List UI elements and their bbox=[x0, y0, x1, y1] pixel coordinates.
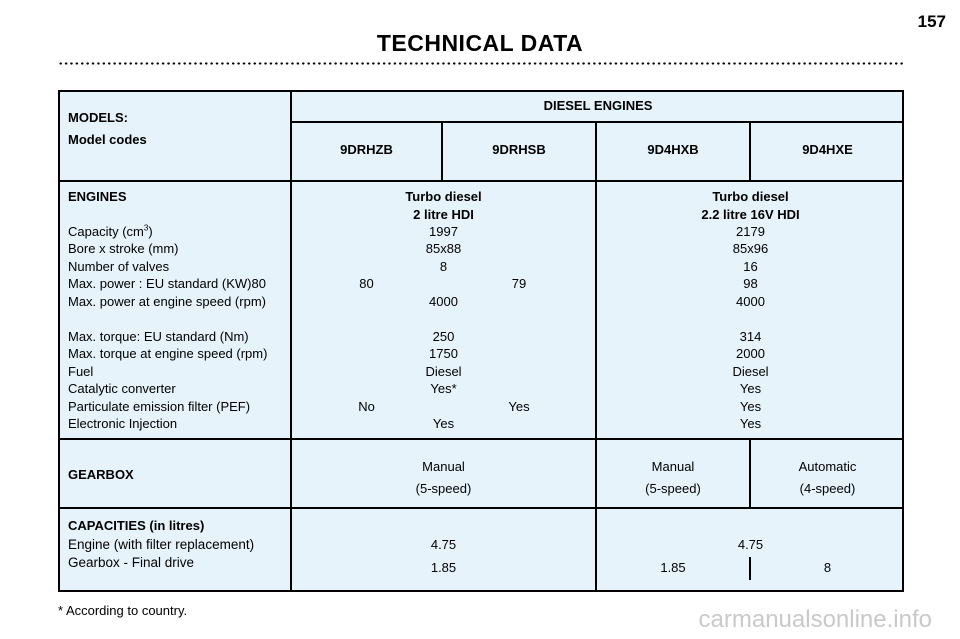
bore-stroke-value-2: 85x96 bbox=[732, 241, 769, 256]
gearbox-rule bbox=[60, 507, 904, 509]
gearbox-label: GEARBOX bbox=[68, 467, 134, 482]
models-rule bbox=[60, 180, 904, 182]
max-torque-eu-value-2: 314 bbox=[739, 329, 762, 344]
final-drive-capacity-value: 8 bbox=[823, 560, 832, 575]
dotted-divider bbox=[58, 62, 904, 65]
model-code-4: 9D4HXE bbox=[802, 142, 853, 157]
pef-value-1a: No bbox=[358, 399, 375, 414]
models-label: MODELS: bbox=[68, 110, 128, 125]
technical-data-table bbox=[58, 90, 904, 592]
header-rule bbox=[292, 121, 904, 123]
row-label-max-torque-eu: Max. torque: EU standard (Nm) bbox=[68, 329, 249, 344]
model-code-2: 9DRHSB bbox=[492, 142, 546, 157]
row-label-pef: Particulate emission filter (PEF) bbox=[68, 399, 251, 414]
max-power-rpm-value-1: 4000 bbox=[429, 294, 458, 309]
max-torque-rpm-value-2: 2000 bbox=[736, 346, 765, 361]
row-label-max-torque-rpm: Max. torque at engine speed (rpm) bbox=[68, 346, 268, 361]
gearbox-col1-line1: Manual bbox=[422, 459, 465, 474]
model-code-3: 9D4HXB bbox=[647, 142, 699, 157]
catalytic-value-1: Yes* bbox=[430, 381, 457, 396]
pef-value-1b: Yes bbox=[508, 399, 530, 414]
max-power-eu-value-1a: 80 bbox=[359, 276, 374, 291]
row-label-bore-stroke: Bore x stroke (mm) bbox=[68, 241, 179, 256]
valves-value-2: 16 bbox=[743, 259, 758, 274]
row-label-catalytic: Catalytic converter bbox=[68, 381, 176, 396]
capacity-value-1: 1997 bbox=[429, 224, 458, 239]
row-label-injection: Electronic Injection bbox=[68, 416, 178, 431]
max-torque-rpm-value-1: 1750 bbox=[429, 346, 458, 361]
model-code-1: 9DRHZB bbox=[340, 142, 393, 157]
row-label-capacity bbox=[68, 223, 153, 241]
capacity-label-text: Capacity (cm bbox=[68, 224, 144, 239]
gearbox-final-drive-label: Gearbox - Final drive bbox=[68, 555, 195, 570]
valves-value-1: 8 bbox=[439, 259, 448, 274]
max-power-eu-value-2: 98 bbox=[743, 276, 758, 291]
gearbox-capacity-value-3: 1.85 bbox=[660, 560, 686, 575]
capacities-label: CAPACITIES (in litres) bbox=[68, 518, 205, 533]
injection-value-1: Yes bbox=[432, 416, 455, 431]
gearbox-col2-line1: Manual bbox=[651, 459, 695, 474]
fuel-value-1: Diesel bbox=[425, 364, 462, 379]
capacity-value-2: 2179 bbox=[736, 224, 765, 239]
watermark: carmanualsonline.info bbox=[698, 606, 932, 633]
gearbox-col3-line2: (4-speed) bbox=[799, 481, 856, 496]
model-codes-label: Model codes bbox=[68, 132, 147, 147]
max-torque-eu-value-1: 250 bbox=[432, 329, 455, 344]
max-power-eu-value-1b: 79 bbox=[511, 276, 527, 291]
gearbox-col3-line1: Automatic bbox=[798, 459, 857, 474]
pef-value-2: Yes bbox=[739, 399, 762, 414]
row-label-max-power-rpm: Max. power at engine speed (rpm) bbox=[68, 294, 266, 309]
engine-capacity-value-1: 4.75 bbox=[430, 537, 457, 552]
engine-capacity-label: Engine (with filter replacement) bbox=[68, 537, 255, 552]
capacity-superscript: 3 bbox=[143, 223, 149, 233]
gearbox-col2-line2: (5-speed) bbox=[645, 481, 701, 496]
page-number: 157 bbox=[917, 12, 946, 31]
engine-group-1-type: Turbo diesel bbox=[405, 189, 482, 204]
catalytic-value-2: Yes bbox=[739, 381, 762, 396]
engine-capacity-value-2: 4.75 bbox=[737, 537, 764, 552]
footnote: * According to country. bbox=[58, 603, 188, 618]
gearbox-col1-line2: (5-speed) bbox=[415, 481, 472, 496]
diesel-engines-header: DIESEL ENGINES bbox=[543, 98, 653, 113]
capacity-label-suffix: ) bbox=[148, 224, 153, 239]
engines-rule bbox=[60, 438, 904, 440]
engine-group-2-type: Turbo diesel bbox=[712, 189, 789, 204]
fuel-value-2: Diesel bbox=[732, 364, 769, 379]
injection-value-2: Yes bbox=[739, 416, 762, 431]
gearbox-capacity-value-1: 1.85 bbox=[430, 560, 457, 575]
row-label-valves: Number of valves bbox=[68, 259, 170, 274]
row-label-max-power-eu: Max. power : EU standard (KW)80 bbox=[68, 276, 266, 291]
engine-group-1-name: 2 litre HDI bbox=[413, 207, 474, 222]
engine-group-2-name: 2.2 litre 16V HDI bbox=[701, 207, 800, 222]
row-label-fuel: Fuel bbox=[68, 364, 94, 379]
page-title: TECHNICAL DATA bbox=[376, 30, 584, 56]
engines-label: ENGINES bbox=[68, 189, 127, 204]
bore-stroke-value-1: 85x88 bbox=[425, 241, 462, 256]
max-power-rpm-value-2: 4000 bbox=[736, 294, 765, 309]
